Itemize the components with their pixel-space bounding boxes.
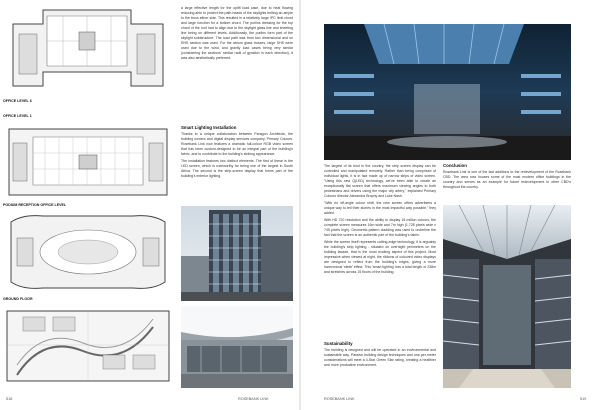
paragraph: The largest of its kind in the country, the strip screen display can be controlled and manipulated remotely. Rather than being comprised of individual lights, it is in fact made up of narrow strips of video screen. "Using this new Q(LED) technology, we've been able to create an exceptionally flat screen that offers maximum viewing angles to both pedestrians and drivers using the major city artery," explained Primary Colours director Alexandra Brophy and Luke Nash.: [324, 164, 436, 198]
footer-title-left: ROSEBANK LINK: [238, 397, 269, 401]
right-page: [301, 0, 600, 410]
section-heading-smart-lighting: Smart Lighting Installation: [181, 125, 237, 130]
floor-plan-office-level-1: [3, 123, 173, 201]
paragraph: a large effective length for the uplift load case, due to heat flowing reducing able to protect the path-heads of the skylights belting an ample to the truss either side. This resulted in a relatively large IPC limit chord and large function for a bottom chord. The purlins dressing for the top chord of the roof had to align due to the skylight glass line and sheeting line being on different levels. Additionally, the purlins form part of the skylight substructure. The load path was from two dimensional and so RHS section was used. For the atrium glass trusses, large SHS were used due to the wind, and gravity load cases being very similar (considering the sections' similar radii of gyration in each direction), it was also aesthetically preferred.: [181, 6, 293, 60]
floor-plan-ground-floor: [3, 305, 173, 387]
floor-plan-podium-reception: [3, 212, 173, 292]
paragraph: While the screen itself represents cutting-edge technology, it is arguably the building's strip lighting - situated on overnight perimeters on the building facade, that is the most exciting aspect of this project. Most impressive when viewed at night, the ribbons of coloured video displays are designed to reflect from the building's edges, giving a more harmonious 'sleek' effect. This 'smart lighting' has a total length of 238m and stretches across 15 floors of the building.: [324, 240, 436, 274]
paragraph: "With no off-angle colour shift, the new screen offers advertisers a unique way to tell their stories in the most impactful way possible," they added.: [324, 201, 436, 215]
paragraph: Thanks to a unique collaboration between Paragon Architects, the building owners and digital display services company, Primary Colours, Rosebank Link now features a dramatic full-colour RGB video screen that has been custom-designed to be an integral part of the building's fabric, and to contribute to the building's striking appearance.: [181, 132, 293, 156]
paragraph: With HD 720 resolution and the ability to display 16 million colours, the complete screen measures 16m wide and 7m high (1,728 pixels wide x 745 pixels high). Geometric-pattern cladding was used to underline the fact that the screen is an authentic part of the building's fabric.: [324, 218, 436, 237]
section-heading-conclusion: Conclusion: [443, 163, 467, 168]
body-text-top: [181, 6, 293, 63]
footer-page-number-right: 519: [580, 397, 587, 401]
footer-title-right: ROSEBANK LINK: [324, 397, 355, 401]
label-podium-reception: PODIUM RECEPTION OFFICE LEVEL: [3, 203, 67, 207]
body-text-sustainability: [324, 348, 436, 370]
photo-atrium-glass-roof: [443, 205, 571, 388]
photo-entrance-canopy: [181, 306, 293, 388]
paragraph: The installation features two distinct elements. The first of these is the LED screen, which is noteworthy for being one of the largest in South Africa. The second is the strip-screen display that forms part of the building's exterior lighting.: [181, 159, 293, 178]
label-ground-floor: GROUND FLOOR: [3, 297, 33, 301]
paragraph: Rosebank Link is one of the last additions to the redevelopment of the Rosebank CBD. The area now houses some of the most modern office buildings in the country and serves as an example for future redevelopment in other CBD's throughout the country.: [443, 170, 571, 189]
photo-tower-exterior: [181, 206, 293, 301]
section-heading-sustainability: Sustainability: [324, 341, 353, 346]
label-office-level-1: OFFICE LEVEL 1: [3, 114, 32, 118]
floor-plan-office-level-6: [3, 6, 173, 98]
left-page: [0, 0, 299, 410]
photo-atrium-interior: [324, 24, 571, 160]
paragraph: The building is designed and will be operated in an environmental and sustainable way. Passive building design techniques and one-per-meter considerations will meet a 4-Star Green Star rating, creating a healthier and more productive environment.: [324, 348, 436, 367]
body-text-conclusion: [443, 170, 571, 192]
footer-page-number-left: 518: [6, 397, 13, 401]
label-office-level-6: OFFICE LEVEL 6: [3, 99, 32, 103]
body-text-bottom: [181, 132, 293, 181]
body-text-column-1: [324, 164, 436, 277]
